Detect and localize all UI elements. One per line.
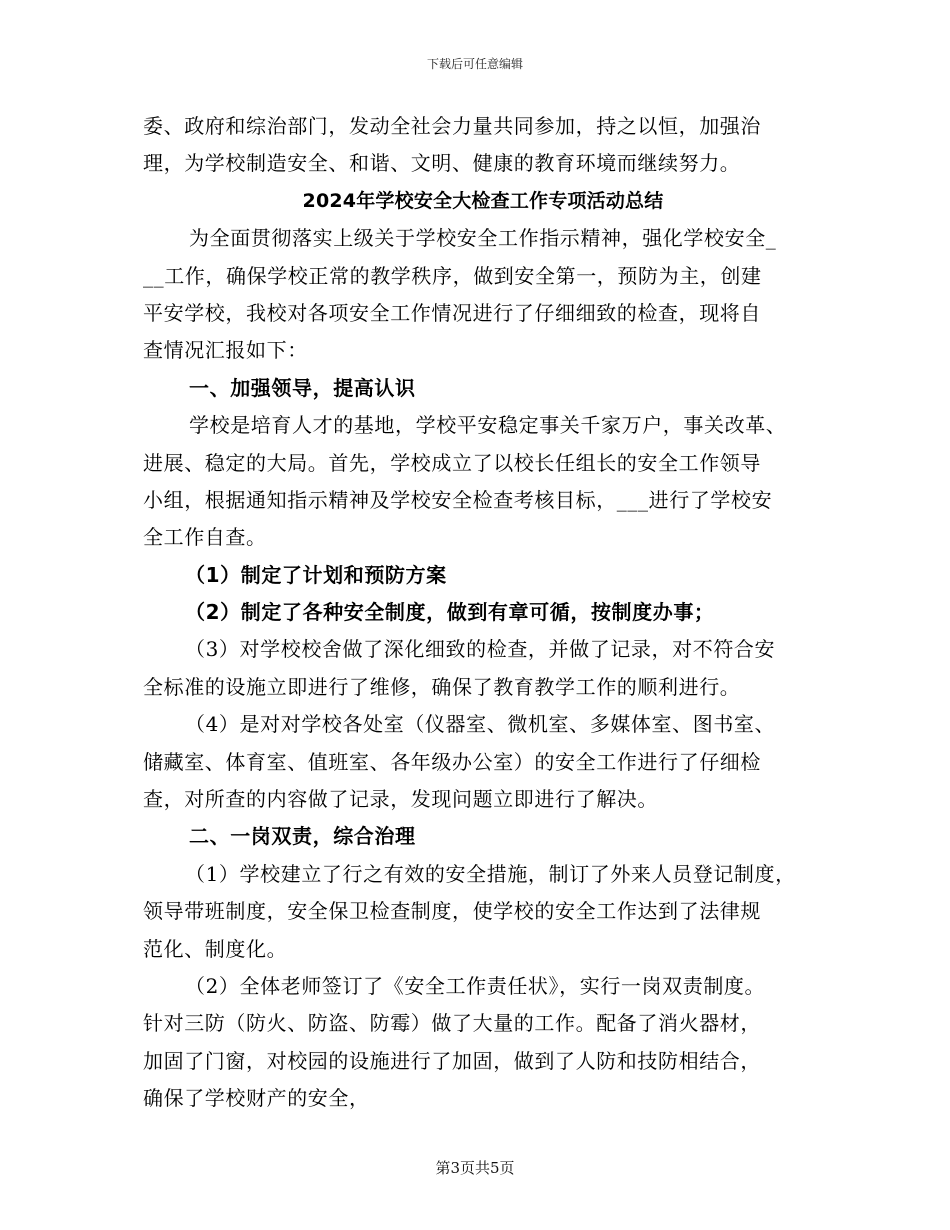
list-item: （3）对学校校舍做了深化细致的检查，并做了记录，对不符合安 [185, 637, 776, 662]
body-line: 范化、制度化。 [143, 936, 288, 961]
list-item: （2）全体老师签订了《安全工作责任状》，实行一岗双责制度。 [185, 973, 766, 998]
list-item: （1）学校建立了行之有效的安全措施，制订了外来人员登记制度， [185, 861, 796, 886]
section-heading-2: 二、一岗双责，综合治理 [189, 824, 416, 849]
body-line: 查，对所查的内容做了记录，发现问题立即进行了解决。 [143, 787, 658, 812]
body-line: 进展、稳定的大局。首先，学校成立了以校长任组长的安全工作领导 [143, 450, 761, 475]
list-item-bold: （2）制定了各种安全制度，做到有章可循，按制度办事； [185, 600, 715, 625]
body-line: 针对三防（防火、防盗、防霉）做了大量的工作。配备了消火器材， [143, 1011, 761, 1036]
document-title: 2024年学校安全大检查工作专项活动总结 [302, 189, 664, 212]
body-line: 全标准的设施立即进行了维修，确保了教育教学工作的顺利进行。 [143, 674, 741, 699]
page-number: 第3页共5页 [435, 1159, 515, 1177]
body-line: __工作，确保学校正常的教学秩序，做到安全第一，预防为主，创建 [143, 263, 762, 288]
header-note: 下载后可任意编辑 [426, 57, 523, 71]
body-line: 储藏室、体育室、值班室、各年级办公室）的安全工作进行了仔细检 [143, 749, 761, 774]
body-line: 委、政府和综治部门，发动全社会力量共同参加，持之以恒，加强治 [143, 114, 761, 138]
document-body [143, 108, 823, 1118]
body-line: 确保了学校财产的安全， [143, 1086, 370, 1111]
body-line: 小组，根据通知指示精神及学校安全检查考核目标，___进行了学校安 [143, 487, 773, 512]
body-line: 学校是培育人才的基地，学校平安稳定事关千家万户，事关改革、 [189, 413, 787, 438]
body-line: 平安学校，我校对各项安全工作情况进行了仔细细致的检查，现将自 [143, 300, 761, 325]
list-item: （4）是对对学校各处室（仪器室、微机室、多媒体室、图书室、 [185, 712, 776, 737]
body-line: 领导带班制度，安全保卫检查制度，使学校的安全工作达到了法律规 [143, 899, 761, 924]
body-line: 理，为学校制造安全、和谐、文明、健康的教育环境而继续努力。 [143, 151, 741, 176]
body-line: 加固了门窗，对校园的设施进行了加固，做到了人防和技防相结合， [143, 1048, 761, 1073]
list-item-bold: （1）制定了计划和预防方案 [185, 562, 447, 587]
section-heading-1: 一、加强领导，提高认识 [189, 375, 416, 400]
body-line: 为全面贯彻落实上级关于学校安全工作指示精神，强化学校安全_ [189, 226, 777, 251]
body-line: 全工作自查。 [143, 525, 267, 550]
body-line: 查情况汇报如下： [143, 338, 308, 363]
